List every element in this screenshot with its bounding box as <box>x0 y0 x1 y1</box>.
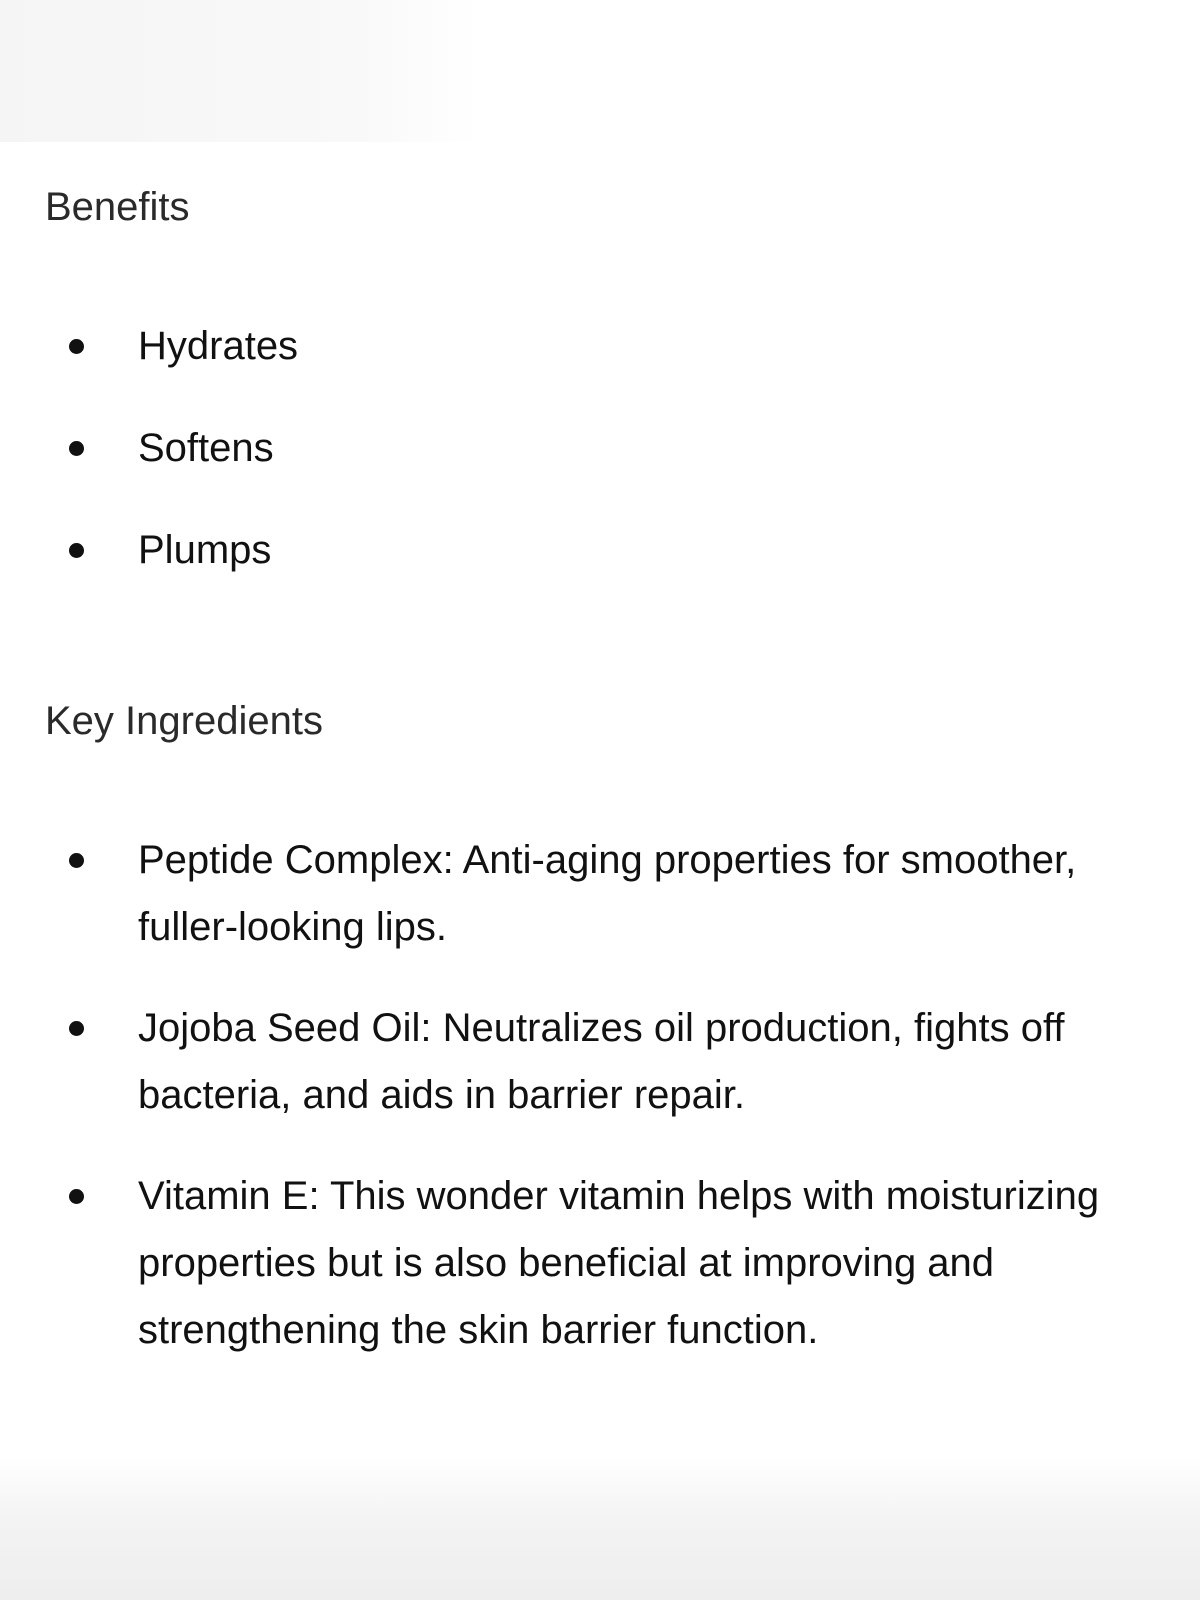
ingredient-text: Jojoba Seed Oil: Neutralizes oil production, fights off bacteria, and aids in barrier repair. <box>138 1006 1065 1117</box>
bullet-icon <box>69 1021 84 1036</box>
bullet-icon <box>69 339 84 354</box>
bottom-fade-region <box>0 1458 1200 1600</box>
bullet-icon <box>69 441 84 456</box>
bullet-icon <box>69 853 84 868</box>
benefits-heading: Benefits <box>45 185 190 229</box>
benefit-text: Plumps <box>138 528 272 572</box>
top-fade-region <box>0 0 1200 142</box>
benefit-text: Hydrates <box>138 324 299 368</box>
ingredient-text: Vitamin E: This wonder vitamin helps with moisturizing properties but is also beneficial at improving and strengthening the skin barrier function. <box>138 1174 1100 1352</box>
benefit-text: Softens <box>138 426 274 470</box>
ingredient-text: Peptide Complex: Anti-aging properties for smoother, fuller-looking lips. <box>138 838 1077 949</box>
key-ingredients-heading: Key Ingredients <box>45 699 323 743</box>
bullet-icon <box>69 1189 84 1204</box>
bullet-icon <box>69 543 84 558</box>
